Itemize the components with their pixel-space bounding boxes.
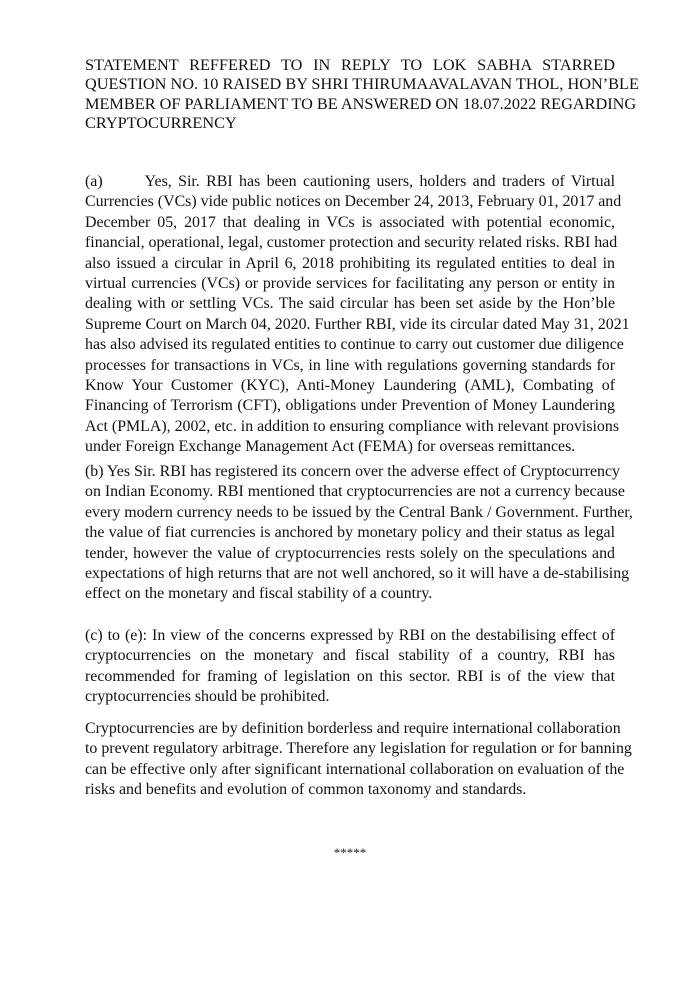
end-marker: ***** <box>333 845 367 860</box>
paragraph-line: financial, operational, legal, customer protection and security related risks. RBI had <box>85 234 618 252</box>
paragraph-line: tender, however the value of cryptocurrencies rests solely on the speculations and <box>85 544 615 562</box>
paragraph-line: effect on the monetary and fiscal stability of a country. <box>85 585 433 603</box>
paragraph-line: dealing with or settling VCs. The said circular has been set aside by the Hon’ble <box>85 295 615 313</box>
paragraph-international-collaboration <box>85 719 632 801</box>
title-line: MEMBER OF PARLIAMENT TO BE ANSWERED ON 18.07.2022 REGARDING <box>85 93 637 113</box>
paragraph-line: cryptocurrencies on the monetary and fiscal stability of a country, RBI has <box>85 647 615 665</box>
paragraph-line: cryptocurrencies should be prohibited. <box>85 688 330 706</box>
paragraph-line: (c) to (e): In view of the concerns expressed by RBI on the destabilising effect of <box>85 627 615 644</box>
paragraph-line: risks and benefits and evolution of common taxonomy and standards. <box>85 781 527 799</box>
paragraph-line: to prevent regulatory arbitrage. Therefore any legislation for regulation or for banning <box>85 740 632 758</box>
paragraph-line: (b) Yes Sir. RBI has registered its concern over the adverse effect of Cryptocurrency <box>85 463 620 480</box>
title-line: QUESTION NO. 10 RAISED BY SHRI THIRUMAAVALAVAN THOL, HON’BLE <box>85 74 639 94</box>
statement-title <box>85 55 639 132</box>
paragraph-line: on Indian Economy. RBI mentioned that cryptocurrencies are not a currency because <box>85 483 625 501</box>
paragraph-line: processes for transactions in VCs, in line with regulations governing standards for <box>85 356 615 374</box>
paragraph-line: Currencies (VCs) vide public notices on December 24, 2013, February 01, 2017 and <box>85 193 622 211</box>
paragraph-b <box>85 462 633 605</box>
paragraph-line: recommended for framing of legislation on this sector. RBI is of the view that <box>85 667 615 685</box>
paragraph-line: also issued a circular in April 6, 2018 prohibiting its regulated entities to deal in <box>85 254 615 272</box>
paragraph-line: the value of fiat currencies is anchored by monetary policy and their status as legal <box>85 524 615 542</box>
title-line: CRYPTOCURRENCY <box>85 112 237 132</box>
paragraph-label: (a) <box>85 173 103 190</box>
paragraph-a <box>85 172 630 458</box>
paragraph-line: (a) Yes, Sir. RBI has been cautioning users, holders and traders of Virtual <box>85 173 615 190</box>
paragraph-line: has also advised its regulated entities to continue to carry out customer due diligence <box>85 336 624 354</box>
paragraph-line: virtual currencies (VCs) or provide services for facilitating any person or entity in <box>85 275 615 293</box>
paragraph-line: Supreme Court on March 04, 2020. Further RBI, vide its circular dated May 31, 2021 <box>85 315 630 333</box>
paragraph-c-to-e <box>85 626 615 708</box>
paragraph-line: can be effective only after significant international collaboration on evaluation of the <box>85 760 625 778</box>
paragraph-line: expectations of high returns that are not well anchored, so it will have a de-stabilising <box>85 565 630 583</box>
paragraph-line: December 05, 2017 that dealing in VCs is associated with potential economic, <box>85 213 615 231</box>
paragraph-line: Cryptocurrencies are by definition borderless and require international collaboration <box>85 720 621 737</box>
paragraph-line: Financing of Terrorism (CFT), obligations under Prevention of Money Laundering <box>85 397 615 415</box>
title-line: STATEMENT REFFERED TO IN REPLY TO LOK SABHA STARRED <box>85 55 615 74</box>
paragraph-line: under Foreign Exchange Management Act (FEMA) for overseas remittances. <box>85 438 576 456</box>
paragraph-line: Act (PMLA), 2002, etc. in addition to ensuring compliance with relevant provisions <box>85 417 619 435</box>
paragraph-line: every modern currency needs to be issued by the Central Bank / Government. Further, <box>85 503 633 521</box>
paragraph-line: Know Your Customer (KYC), Anti-Money Laundering (AML), Combating of <box>85 377 615 395</box>
